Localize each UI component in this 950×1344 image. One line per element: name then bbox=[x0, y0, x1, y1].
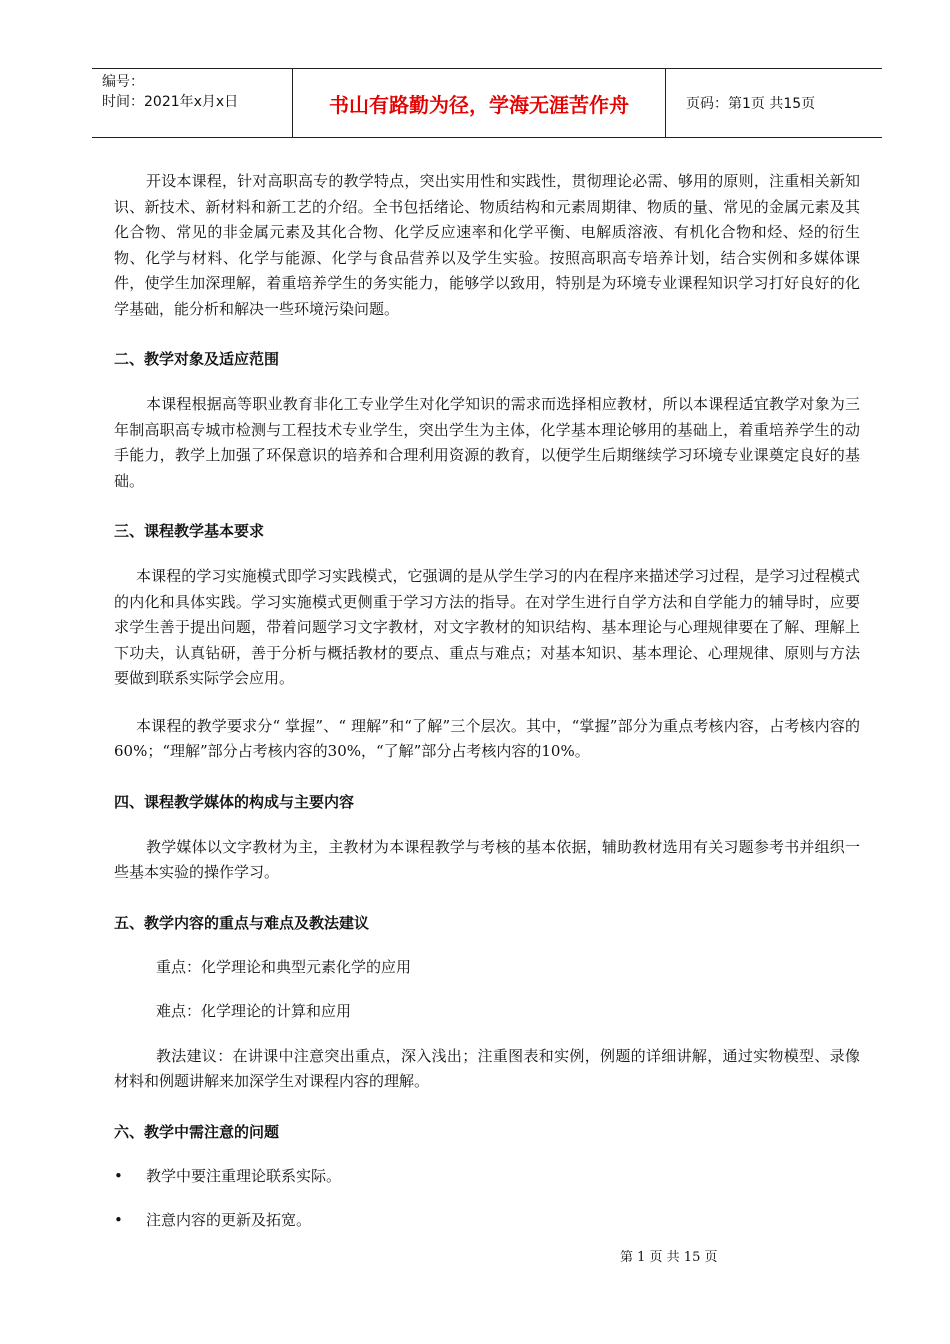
list-item bbox=[114, 1165, 860, 1187]
section-heading: 四、课程教学媒体的构成与主要内容 bbox=[114, 792, 355, 811]
difficult-points: 难点：化学理论的计算和应用 bbox=[156, 1001, 352, 1020]
section-paragraph: 教学媒体以文字教材为主，主教材为本课程教学与考核的基本依据，辅助教材选用有关习题参考书并组织一些基本实验的操作学习。 bbox=[114, 837, 860, 881]
section-heading: 二、教学对象及适应范围 bbox=[114, 350, 280, 368]
header-motto: 书山有路勤为径，学海无涯苦作舟 bbox=[293, 69, 666, 137]
time-label: 时间：2021年x月x日 bbox=[102, 94, 239, 110]
section-heading: 五、教学内容的重点与难点及教法建议 bbox=[114, 913, 370, 932]
bullet-icon: • bbox=[114, 1210, 123, 1229]
document-body bbox=[114, 169, 860, 1231]
number-label: 编号： bbox=[102, 74, 144, 90]
bullet-icon: • bbox=[114, 1166, 123, 1185]
list-item bbox=[114, 1209, 860, 1231]
list-item-text: 教学中要注重理论联系实际。 bbox=[146, 1166, 342, 1185]
section-paragraph: 本课程的教学要求分“ 掌握”、“ 理解”和“了解”三个层次。其中，“掌握”部分为重点考核内容，占考核内容的 60%；“理解”部分占考核内容的30%，“了解”部分占考核内容的10%。 bbox=[114, 716, 860, 760]
header-page-info bbox=[676, 69, 882, 137]
section-paragraph: 本课程根据高等职业教育非化工专业学生对化学知识的需求而选择相应教材，所以本课程适宜教学对象为三年制高职高专城市检测与工程技术专业学生，突出学生为主体，化学基本理论够用的基础上，着重培养学生的动手能力，教学上加强了环保意识的培养和合理利用资源的教育，以便学生后期继续学习环境专业课奠定良好的基础。 bbox=[114, 395, 860, 490]
intro-paragraph: 开设本课程，针对高职高专的教学特点，突出实用性和实践性，贯彻理论必需、够用的原则，注重相关新知识、新技术、新材料和新工艺的介绍。全书包括绪论、物质结构和元素周期律、物质的量、常见的金属元素及其化合物、常见的非金属元素及其化合物、化学反应速率和化学平衡、电解质溶液、有机化合物和烃、烃的衍生物、化学与材料、化学与能源、化学与食品营养以及学生实验。按照高职高专培养计划，结合实例和多媒体课件，使学生加深理解，着重培养学生的务实能力，能够学以致用，特别是为环境专业课程知识学习打好良好的化学基础，能分析和解决一些环境污染问题。 bbox=[114, 172, 860, 318]
page-header bbox=[92, 68, 882, 138]
page-footer: 第 1 页 共 15 页 bbox=[620, 1250, 718, 1265]
section-heading: 六、教学中需注意的问题 bbox=[114, 1122, 280, 1141]
list-item-text: 注意内容的更新及拓宽。 bbox=[146, 1210, 312, 1229]
header-meta-cell bbox=[92, 69, 293, 137]
key-points: 重点：化学理论和典型元素化学的应用 bbox=[156, 957, 412, 976]
section-paragraph: 本课程的学习实施模式即学习实践模式，它强调的是从学生学习的内在程序来描述学习过程，是学习过程模式的内化和具体实践。学习实施模式更侧重于学习方法的指导。在对学生进行自学方法和自学能力的辅导时，应要求学生善于提出问题，带着问题学习文字教材，对文字教材的知识结构、基本理论与心理规律要在了解、理解上下功夫，认真钻研，善于分析与概括教材的要点、重点与难点；对基本知识、基本理论、心理规律、原则与方法要做到联系实际学会应用。 bbox=[114, 567, 860, 687]
teaching-suggestion: 教法建议：在讲课中注意突出重点，深入浅出；注重图表和实例，例题的详细讲解，通过实物模型、录像材料和例题讲解来加深学生对课程内容的理解。 bbox=[114, 1046, 860, 1090]
page-info-text: 页码：第1页 共15页 bbox=[686, 96, 816, 112]
section-heading: 三、课程教学基本要求 bbox=[114, 522, 265, 540]
